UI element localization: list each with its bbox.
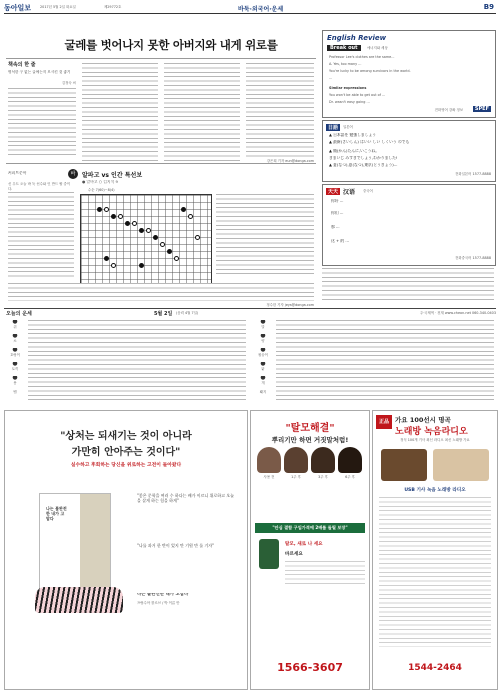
chinese-footer: 전화중국어 1577-8888 bbox=[455, 256, 491, 260]
sign-icon: ● bbox=[12, 376, 18, 381]
japanese-line-3: ▲ 簡(かん)たんに,いこうね。 bbox=[329, 149, 380, 153]
black-stone bbox=[139, 263, 144, 268]
ad-book-tagline: 실수하고 후회하는 당신을 위로하는 고전이 돌아왔다 bbox=[70, 463, 182, 468]
column-text-1a bbox=[8, 88, 76, 158]
issue-number: 제29772호 bbox=[104, 5, 122, 9]
black-stone bbox=[104, 256, 109, 261]
go-board bbox=[80, 194, 212, 284]
sign-icon: ● bbox=[12, 362, 18, 367]
fortune-sign-snake bbox=[6, 390, 24, 402]
white-stone bbox=[104, 207, 109, 212]
ad-book-headline-2: 가만히 안아주는 것이다" bbox=[71, 447, 181, 458]
baduk-text-left bbox=[8, 192, 74, 278]
chinese-line-3: 那 ... bbox=[331, 225, 340, 229]
book-cover-title: 나는 불완전한 내가 고맙다 bbox=[46, 506, 67, 521]
english-line-3: You're lucky to be among survivors in the world. bbox=[329, 69, 411, 73]
section-name: 바둑·외국어·운세 bbox=[238, 6, 284, 13]
white-stone bbox=[132, 221, 137, 226]
page-header bbox=[4, 3, 496, 13]
ad-radio-badge: 正品 bbox=[376, 415, 392, 429]
fortune-lunar: (음력 4월 7일) bbox=[176, 311, 199, 315]
chinese-line-1: 你好 ... bbox=[331, 199, 344, 203]
before-after-label: 3주 후 bbox=[318, 475, 328, 479]
column-credit: 강은희 기자 eun@donga.com bbox=[266, 159, 314, 163]
sign-label: 쥐 bbox=[13, 324, 17, 329]
ad-book-author-line: 프랑수아 를르브 / 박 이름 만 bbox=[137, 601, 180, 605]
english-line-7: Dr. wasn't easy going ... bbox=[329, 100, 370, 104]
column-title: 굴레를 벗어나지 못한 아버지와 내게 위로를 bbox=[64, 38, 278, 52]
white-stone bbox=[160, 242, 165, 247]
sign-icon: ● bbox=[260, 376, 266, 381]
english-line-2: A. Yes, too many ... bbox=[329, 62, 362, 66]
ad-health-headline-1: "탈모해결" bbox=[285, 423, 335, 434]
page-number: B9 bbox=[483, 3, 494, 11]
fortune-text-left bbox=[28, 320, 246, 400]
chinese-section bbox=[322, 184, 496, 266]
white-stone bbox=[118, 214, 123, 219]
fortune-sign-dog bbox=[254, 376, 272, 390]
black-stone bbox=[181, 207, 186, 212]
product-photo bbox=[259, 539, 279, 569]
ad-radio-headline-2: 노래방 녹음라디오 bbox=[395, 427, 468, 437]
column-text-3 bbox=[164, 63, 240, 163]
fortune-contact: 주·국제역 · 천재 www.cheon.net 060-340-0403 bbox=[419, 311, 496, 315]
sign-icon: ● bbox=[260, 320, 266, 325]
book-cover bbox=[39, 493, 111, 591]
ad-health-promo: "안심 결합 구입가격에 2배를 돌릴 보장" bbox=[255, 523, 365, 533]
fortune-sign-tiger bbox=[6, 348, 24, 362]
ad-health-before-after bbox=[257, 447, 363, 483]
ad-book-headline-1: "상처는 되새기는 것이 아니라 bbox=[60, 431, 192, 442]
fortune-sign-rabbit bbox=[6, 362, 24, 376]
sign-label: 소 bbox=[13, 338, 17, 343]
sign-icon: ● bbox=[260, 362, 266, 367]
sign-label: 양 bbox=[261, 338, 265, 343]
header-rule bbox=[4, 13, 496, 14]
sign-label: 원숭이 bbox=[258, 352, 268, 357]
chinese-line-4: 这 + 的 ... bbox=[331, 239, 350, 243]
white-stone bbox=[111, 263, 116, 268]
fortune-text-right bbox=[276, 320, 494, 400]
ad-book-quote-2: "나를 과거 한 반이 었지 만 기원 만 를 기자" bbox=[137, 543, 214, 548]
baduk-badge: 바 bbox=[68, 169, 78, 179]
sign-label: 용 bbox=[13, 380, 17, 385]
english-line-1: Professor Lee's clothes are the same... bbox=[329, 55, 395, 59]
fortune-date: 5월 2일 bbox=[154, 311, 173, 317]
right-text-block bbox=[322, 268, 494, 302]
white-stone bbox=[174, 256, 179, 261]
baduk-move-caption: 수순 7(60)~8(4) bbox=[88, 188, 115, 192]
fortune-sign-sheep bbox=[254, 334, 272, 348]
ad-health-headline-2: 뿌리기만 하면 거짓말처럼! bbox=[271, 436, 349, 444]
chinese-tag: 天天 bbox=[328, 189, 339, 195]
black-stone bbox=[153, 235, 158, 240]
ad-book bbox=[4, 410, 248, 690]
japanese-line-4: きまいじ みすきでしょう,わかりました! bbox=[329, 156, 398, 160]
english-line-4: ... bbox=[329, 76, 333, 80]
radio-product-photo bbox=[433, 449, 489, 481]
hair-photo bbox=[338, 447, 362, 473]
english-badge-note: 전화영어 강좌 정보 bbox=[434, 108, 463, 112]
ad-health-bullet-2: 바르세요 bbox=[285, 552, 303, 557]
black-stone bbox=[111, 214, 116, 219]
fortune-sign-rooster bbox=[254, 362, 272, 376]
fortune-sign-ox bbox=[6, 334, 24, 348]
baduk-note: 신 우트 오늘 바 둑 선수와 인 반드 팔 중이다. bbox=[8, 182, 71, 191]
ad-radio bbox=[372, 410, 498, 690]
baduk-title: 알파고 vs 인간 특선보 bbox=[82, 172, 143, 179]
ad-health-bullet-1: 탈모, 새로 나 세요 bbox=[285, 542, 323, 547]
before-after-label: 1주 후 bbox=[291, 475, 301, 479]
baduk-section bbox=[6, 163, 316, 279]
book-cover-spine bbox=[80, 494, 110, 590]
ad-radio-offer: USB 기사 녹음 노래방 라디오 bbox=[404, 488, 466, 493]
column-text-4 bbox=[246, 63, 314, 158]
fortune-sign-rat bbox=[6, 320, 24, 334]
column-text-2 bbox=[82, 63, 158, 163]
sign-label: 개 bbox=[261, 380, 265, 385]
column-series: 책속의 한 줄 bbox=[8, 62, 36, 68]
fortune-sign-horse bbox=[254, 320, 272, 334]
english-title: English Review bbox=[327, 34, 387, 42]
sign-icon: ● bbox=[12, 348, 18, 353]
ad-book-quote-1: "좋은 문학을 여러 수 하다는 배가 이르니 위로하고 오늘을 살게 하는 힘을 하게" bbox=[137, 493, 235, 504]
sign-icon: ● bbox=[12, 334, 18, 339]
ad-health bbox=[250, 410, 370, 690]
sign-label: 뱀 bbox=[13, 390, 17, 394]
before-after-label: 사용 전 bbox=[263, 475, 275, 479]
english-translation: 에너지와 세상 bbox=[367, 46, 388, 50]
japanese-tag-label: 일본어 bbox=[343, 125, 353, 129]
chinese-tag-label: 汉语 bbox=[343, 189, 356, 196]
fortune-sign-pig bbox=[254, 390, 272, 402]
column-quote: 명석한 구 없는 글에는지 모시킨 것 좋기 bbox=[8, 70, 71, 74]
fortune-sign-dragon bbox=[6, 376, 24, 390]
japanese-section bbox=[322, 120, 496, 182]
white-stone bbox=[146, 228, 151, 233]
white-stone bbox=[195, 235, 200, 240]
baduk-sub: 커피트문학 bbox=[8, 171, 27, 175]
ad-radio-text bbox=[379, 497, 491, 647]
fortune-section bbox=[4, 310, 496, 402]
fortune-rule bbox=[4, 308, 496, 309]
sign-label: 호랑이 bbox=[10, 352, 20, 357]
chinese-line-2: 你们 ... bbox=[331, 211, 344, 215]
ad-radio-phone[interactable]: 1544-2464 bbox=[408, 663, 462, 673]
zebra-illustration bbox=[35, 587, 123, 613]
newspaper-logo: 동아일보 bbox=[4, 3, 32, 12]
fortune-header: 오늘의 운세 bbox=[6, 311, 32, 317]
black-stone bbox=[125, 221, 130, 226]
japanese-line-5: ▲ 夏(なつ),夏(なつ),東京(とうきょう)... bbox=[329, 163, 398, 167]
english-badge: SPEF bbox=[474, 106, 489, 112]
ad-radio-sub: 정식 100개 기사 최신 라디오 최신 노래방 가요 bbox=[400, 438, 470, 442]
issue-date: 2017년 5월 2일 화요일 bbox=[40, 5, 76, 9]
japanese-line-1: ▲ 日本語を 勉強しましょう bbox=[329, 133, 377, 137]
column-byline: 김정숙 씨 bbox=[61, 81, 76, 85]
chinese-sub: 중국어 bbox=[363, 189, 373, 193]
ad-health-phone[interactable]: 1566-3607 bbox=[277, 661, 343, 674]
hair-photo bbox=[311, 447, 335, 473]
black-stone bbox=[139, 228, 144, 233]
before-after-label: 6주 후 bbox=[345, 475, 355, 479]
baduk-players: ● 알바고 ○ 김지석 9 bbox=[82, 180, 118, 184]
black-stone bbox=[97, 207, 102, 212]
japanese-tag: 日語 bbox=[328, 125, 339, 131]
english-review bbox=[322, 30, 496, 118]
sign-icon: ● bbox=[260, 334, 266, 339]
english-line-6: You won't be able to get out of ... bbox=[329, 93, 386, 97]
hair-photo bbox=[257, 447, 281, 473]
ad-health-text bbox=[285, 561, 365, 585]
radio-product-photo bbox=[381, 449, 427, 481]
english-line-5: Similar expressions bbox=[329, 86, 367, 90]
japanese-line-2: ▲ 最新(さいしん) はいい しい しくいう のでも bbox=[329, 140, 410, 144]
ad-radio-headline-1: 가요 100선시 명곡 bbox=[395, 416, 451, 424]
fortune-sign-monkey bbox=[254, 348, 272, 362]
sign-icon: ● bbox=[260, 348, 266, 353]
sign-icon: ● bbox=[12, 320, 18, 325]
black-stone bbox=[167, 249, 172, 254]
sign-label: 말 bbox=[261, 324, 265, 329]
baduk-credit: 정수한 기자 jeys@donga.com bbox=[266, 303, 314, 307]
baduk-text-right bbox=[216, 194, 314, 274]
sign-label: 닭 bbox=[261, 366, 265, 371]
sign-label: 토끼 bbox=[11, 366, 19, 371]
english-breakout: Break out bbox=[327, 45, 361, 51]
ad-book-contact: 나는 불완전한 내가 고맙다 bbox=[137, 593, 189, 597]
japanese-footer: 전화일본어 1577-8888 bbox=[455, 172, 491, 176]
title-rule bbox=[6, 58, 316, 59]
hair-photo bbox=[284, 447, 308, 473]
baduk-text-bottom bbox=[8, 283, 314, 301]
sign-label: 돼지 bbox=[259, 390, 267, 394]
white-stone bbox=[188, 214, 193, 219]
